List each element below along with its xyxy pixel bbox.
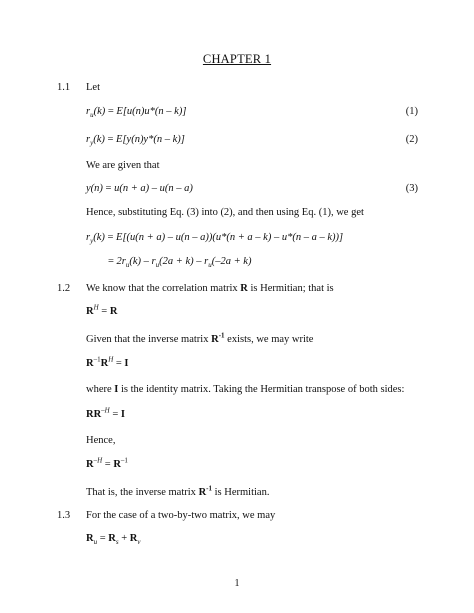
equation-number-2: (2)	[405, 134, 418, 145]
equation-1: $r_u(k) = E[u(n)u*(n - k)]$	[86, 106, 187, 120]
text-hermitian-intro-c: is Hermitian; that is	[247, 283, 334, 294]
equation-rmh-equals-rinv: $R^{-H} = R^{-1}$	[86, 456, 128, 470]
text-identity-c: is the identity matrix. Taking the Hermitian transpose of both sides:	[118, 384, 405, 395]
text-hence-substituting: Hence, substituting Eq. (3) into (2), and then using Eq. (1), we get	[86, 207, 364, 218]
text-that-is-a: That is, the inverse matrix	[86, 487, 199, 498]
text-identity-a: where	[86, 384, 115, 395]
matrix-i-symbol: I	[114, 384, 119, 395]
matrix-r-symbol: R	[240, 283, 248, 294]
section-number-1-2: 1.2	[57, 283, 71, 294]
chapter-title: CHAPTER 1	[202, 52, 272, 66]
equation-r-rmh-equals-i: $RR^{-H} = I$	[86, 406, 125, 420]
matrix-r-inverse-symbol: $R^{-1}$	[211, 331, 225, 345]
text-hermitian-intro-a: We know that the correlation matrix	[86, 283, 241, 294]
equation-ry-result: = $2r_u(k) - r_u(2a + k) - r_u(-2a + k)$	[108, 256, 252, 270]
equation-ry-expansion: $r_y(k) = E[(u(n + a) - u(n - a))(u*(n + a - k) - u*(n - a - k))]$	[86, 232, 344, 246]
matrix-r-inverse-symbol-2: $R^{-1}$	[198, 484, 212, 498]
section-number-1-3: 1.3	[57, 510, 71, 521]
text-hence: Hence,	[86, 435, 116, 446]
text-given: We are given that	[86, 160, 160, 171]
equation-3: y(n) = u(n + a) – u(n – a)	[86, 183, 193, 194]
text-let: Let	[86, 82, 100, 93]
text-hermitian-intro	[86, 283, 334, 294]
equation-ru-sum: $R_u = R_s + R_v$	[86, 533, 141, 547]
page-number: 1	[234, 578, 240, 589]
equation-rh-equals-r: $R^H = R$	[86, 303, 118, 317]
text-inverse-exists	[86, 331, 314, 345]
text-two-by-two: For the case of a two-by-two matrix, we may	[86, 510, 276, 521]
text-that-is-c: is Hermitian.	[212, 487, 270, 498]
text-inverse-c: exists, we may write	[224, 334, 314, 345]
section-number-1-1: 1.1	[57, 82, 71, 93]
equation-rinv-rh-equals-i: $R^{-1}R^H = I$	[86, 355, 129, 369]
text-that-is	[86, 484, 270, 498]
text-inverse-a: Given that the inverse matrix	[86, 334, 212, 345]
equation-number-3: (3)	[405, 183, 418, 194]
equation-number-1: (1)	[405, 106, 418, 117]
text-identity	[86, 384, 404, 395]
equation-2: $r_y(k) = E[y(n)y*(n - k)]$	[86, 134, 185, 148]
